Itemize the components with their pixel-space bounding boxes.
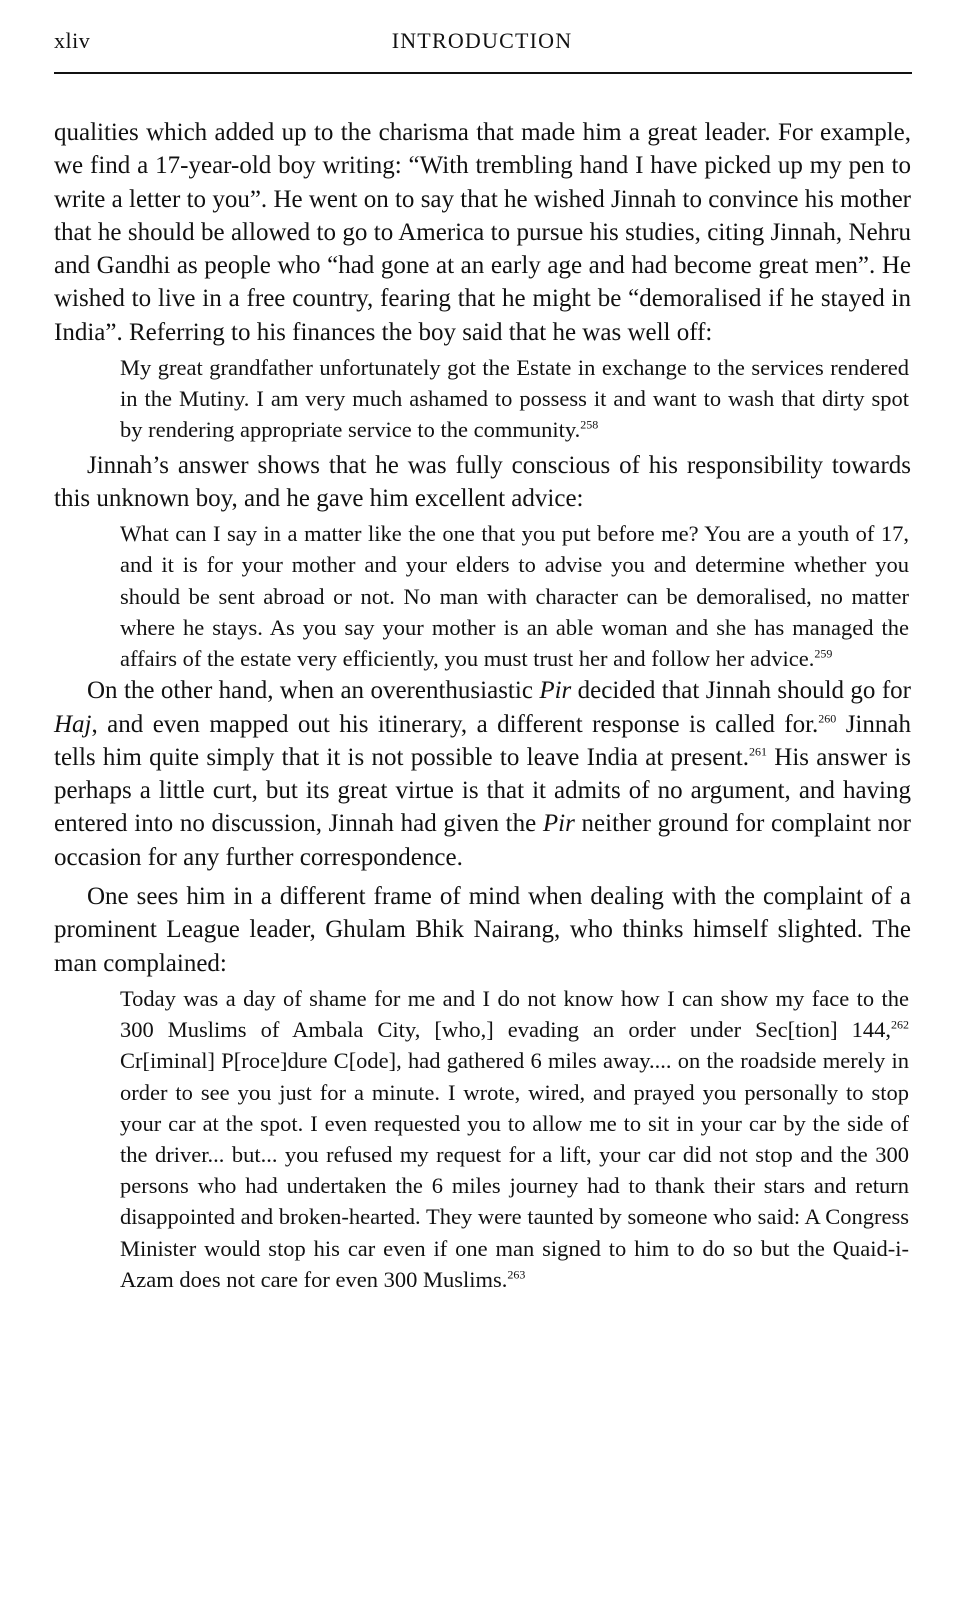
body-text xyxy=(54,116,911,1295)
paragraph-3-text-f: neither ground for complaint nor occasion for any further correspondence. xyxy=(54,810,912,871)
italic-pir-2: Pir xyxy=(542,810,575,838)
footnote-ref-261: 261 xyxy=(749,744,767,759)
block-quote-1-text: My great grandfather unfortunately got the Estate in exchange to the services rendered in the Mutiny. I am very much ashamed to possess it and want to wash that dirty spot by rendering appropriate service to the community. xyxy=(120,355,909,443)
paragraph-4-text: One sees him in a different frame of mind when dealing with the complaint of a prominent League leader, Ghulam Bhik Nairang, who thinks himself slighted. The man complained: xyxy=(54,883,911,977)
footnote-ref-259: 259 xyxy=(814,646,833,661)
paragraph-3-text-a: On the other hand, when an overenthusiastic xyxy=(87,677,540,705)
paragraph-3-text-d: Jinnah tells him quite simply that it is not possible to leave India at present. xyxy=(54,710,911,771)
page-header xyxy=(54,28,910,64)
paragraph-4 xyxy=(54,880,911,980)
header-rule xyxy=(54,72,912,74)
paragraph-3-text-e: His answer is perhaps a little curt, but its great virtue is that it admits of no argument, and having entered into no discussion, Jinnah had given the xyxy=(54,743,911,838)
block-quote-3-text-b: Cr[iminal] P[roce]dure C[ode], had gathered 6 miles away.... on the roadside merely in order to see you just for a minute. I wrote, wired, and prayed you personally to stop your car at the spot. I even requested you to allow me to sit in your car by the side of the driver... but... you refused my request for a lift, your car did not stop and the 300 persons who had undertaken the 6 miles journey had to thank their stars and return disappointed and broken-hearted. They were taunted by someone who said: A Congress Minister would stop his car even if one man signed to him to do so but the Quaid-i-Azam does not care for even 300 Muslims. xyxy=(120,1048,909,1292)
paragraph-3-text-b: decided that Jinnah should go for xyxy=(571,677,911,705)
footnote-ref-260: 260 xyxy=(818,711,837,726)
paragraph-3-text-c: , and even mapped out his itinerary, a different response is called for. xyxy=(91,710,819,738)
italic-haj: Haj xyxy=(54,710,92,738)
block-quote-1 xyxy=(120,352,909,446)
paragraph-1 xyxy=(54,116,911,349)
paragraph-3 xyxy=(54,674,911,874)
italic-pir: Pir xyxy=(539,677,572,705)
block-quote-2 xyxy=(120,518,909,674)
footnote-ref-263: 263 xyxy=(507,1267,526,1282)
block-quote-3-text-a: Today was a day of shame for me and I do not know how I can show my face to the 300 Muslims of Ambala City, [who,] evading an order under Sec[tion] 144, xyxy=(120,985,909,1043)
block-quote-2-text: What can I say in a matter like the one that you put before me? You are a youth of 17, and it is for your mother and your elders to advise you and determine whether you should be sent abroad or not. No man with character can be demoralised, no matter where he stays. As you say your mother is an able woman and she has managed the affairs of the estate very efficiently, you must trust her and follow her advice. xyxy=(120,521,909,672)
paragraph-2-text: Jinnah’s answer shows that he was fully conscious of his responsibility towards this unknown boy, and he gave him excellent advice: xyxy=(54,451,911,512)
footnote-ref-262: 262 xyxy=(891,1017,909,1032)
paragraph-1-text: qualities which added up to the charisma that made him a great leader. For example, we find a 17-year-old boy writing: “With trembling hand I have picked up my pen to write a letter to you”. He went on to say that he wished Jinnah to convince his mother that he should be allowed to go to America to pursue his studies, citing Jinnah, Nehru and Gandhi as people who “had gone at an early age and had become great men”. He wished to live in a free country, fearing that he might be “demoralised if he stayed in India”. Referring to his finances the boy said that he was well off: xyxy=(54,119,911,346)
running-head: INTRODUCTION xyxy=(391,28,573,53)
paragraph-2 xyxy=(54,449,911,516)
block-quote-3 xyxy=(120,983,909,1295)
footnote-ref-258: 258 xyxy=(580,417,599,432)
page-number: xliv xyxy=(54,28,91,53)
